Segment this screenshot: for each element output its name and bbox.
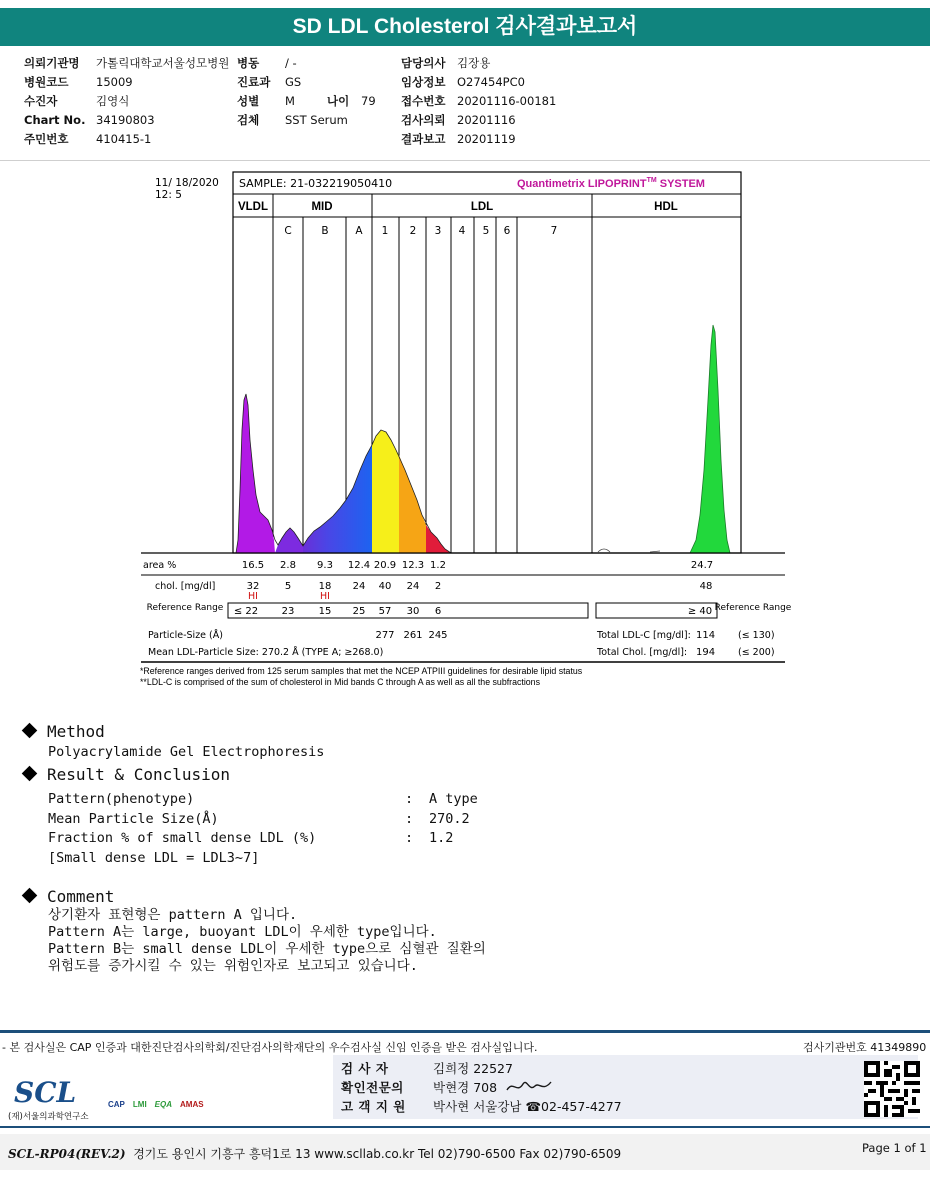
result-heading: Result & Conclusion bbox=[24, 765, 230, 784]
mid-ba-peak bbox=[303, 445, 372, 553]
ref-value: 15 bbox=[318, 606, 332, 617]
report-date: 11/ 18/2020 bbox=[155, 177, 219, 189]
info-middle bbox=[237, 54, 376, 130]
contact-box bbox=[333, 1055, 918, 1119]
footnote-1: *Reference ranges derived from 125 serum samples that met the NCEP ATPIII guidelines for desirable lipid status bbox=[140, 666, 583, 676]
info-row: 성별 M 나이 79 bbox=[237, 92, 376, 111]
info-row: Chart No. 34190803 bbox=[24, 113, 155, 127]
mid-c-peak bbox=[275, 528, 303, 553]
ref-label-right: Reference Range bbox=[714, 603, 792, 613]
info-left bbox=[24, 54, 229, 149]
total-ldl-ref: (≤ 130) bbox=[738, 630, 775, 641]
result-value: 1.2 bbox=[429, 830, 454, 846]
total-chol-value: 194 bbox=[696, 647, 716, 658]
band-label: 5 bbox=[482, 225, 490, 237]
contact-row: 고 객 지 원 박사현 서울강남 ☎02-457-4277 bbox=[341, 1099, 622, 1114]
result-row: Fraction % of small dense LDL (%) bbox=[48, 830, 317, 846]
area-value: 2.8 bbox=[280, 560, 296, 571]
group-hdl: HDL bbox=[654, 201, 678, 213]
info-row: 검사의뢰 20201116 bbox=[401, 113, 516, 127]
signature-icon bbox=[505, 1078, 553, 1096]
total-chol-label: Total Chol. [mg/dl]: bbox=[597, 647, 688, 658]
total-ldl-label: Total LDL-C [mg/dl]: bbox=[597, 630, 691, 641]
info-row: 주민번호 410415-1 bbox=[24, 132, 152, 146]
brand: Quantimetrix LIPOPRINT™ SYSTEM bbox=[517, 177, 705, 190]
result-colon: : bbox=[405, 830, 414, 846]
area-value: 1.2 bbox=[430, 560, 446, 571]
band-label: A bbox=[355, 225, 363, 237]
info-row: 결과보고 20201119 bbox=[401, 132, 516, 146]
total-ldl-value: 114 bbox=[696, 630, 716, 641]
info-right bbox=[401, 54, 556, 149]
qr-code-icon bbox=[864, 1061, 920, 1117]
chol-label: chol. [mg/dl] bbox=[155, 581, 216, 592]
band-label: 3 bbox=[434, 225, 442, 237]
chol-value: 18 bbox=[318, 581, 332, 592]
diamond-bullet-icon bbox=[22, 766, 38, 782]
particle-value: 261 bbox=[403, 630, 423, 641]
chol-value: 40 bbox=[378, 581, 392, 592]
area-value: 16.5 bbox=[241, 560, 265, 571]
comment-heading: Comment bbox=[24, 887, 114, 906]
amas-logo: AMAS bbox=[180, 1100, 204, 1109]
chol-value: 24 bbox=[352, 581, 366, 592]
footer-rule bbox=[0, 1030, 930, 1033]
chol-value: 5 bbox=[284, 581, 292, 592]
info-row: 임상정보 O27454PC0 bbox=[401, 75, 525, 89]
report-time: 12: 5 bbox=[155, 189, 182, 201]
diamond-bullet-icon bbox=[22, 888, 38, 904]
group-ldl: LDL bbox=[470, 201, 494, 213]
result-value: A type bbox=[429, 791, 478, 807]
chol-value: 24 bbox=[406, 581, 420, 592]
densitometry-curve bbox=[236, 325, 730, 553]
comment-line: 위험도를 증가시킬 수 있는 위험인자로 보고되고 있습니다. bbox=[48, 958, 418, 974]
certification-text: - 본 검사실은 CAP 인증과 대한진단검사의학회/진단검사의학재단의 우수검사실 신임 인증을 받은 검사실입니다. bbox=[2, 1041, 538, 1054]
lab-number: 검사기관번호 41349890 bbox=[803, 1041, 927, 1054]
area-value: 20.9 bbox=[373, 560, 397, 571]
result-colon: : bbox=[405, 791, 414, 807]
particle-value: 245 bbox=[428, 630, 448, 641]
footer-rule bbox=[0, 1126, 930, 1128]
lipoprint-report bbox=[0, 165, 930, 695]
total-chol-ref: (≤ 200) bbox=[738, 647, 775, 658]
comment-line: Pattern B는 small dense LDL이 우세한 type으로 심혈관 질환의 bbox=[48, 941, 486, 957]
ref-label-left: Reference Range bbox=[146, 603, 224, 613]
info-row: 병동 / - bbox=[237, 56, 297, 70]
ref-hdl-value: ≥ 40 bbox=[687, 606, 713, 617]
result-row: Pattern(phenotype) bbox=[48, 791, 195, 807]
mean-size-label: Mean LDL-Particle Size: 270.2 Å (TYPE A; ≥268.0) bbox=[148, 647, 384, 658]
diamond-bullet-icon bbox=[22, 723, 38, 739]
ref-value: ≤ 22 bbox=[233, 606, 259, 617]
band-label: B bbox=[321, 225, 329, 237]
report-title: SD LDL Cholesterol 검사결과보고서 bbox=[0, 8, 930, 46]
divider bbox=[0, 160, 930, 161]
band-label: 7 bbox=[550, 225, 558, 237]
result-value: 270.2 bbox=[429, 811, 470, 827]
scl-logo-subtitle: (재)서울의과학연구소 bbox=[8, 1112, 89, 1122]
area-value: 12.4 bbox=[347, 560, 371, 571]
band-label: 4 bbox=[458, 225, 466, 237]
contact-row: 확인전문의 박현경 708 bbox=[341, 1078, 553, 1096]
group-mid: MID bbox=[311, 201, 333, 213]
age-label: 나이 bbox=[327, 94, 350, 108]
particle-label: Particle-Size (Å) bbox=[148, 630, 223, 641]
chol-value: 32 bbox=[246, 581, 260, 592]
comment-line: 상기환자 표현형은 pattern A 입니다. bbox=[48, 907, 298, 923]
ref-value: 25 bbox=[352, 606, 366, 617]
contact-row: 검 사 자 김희정 22527 bbox=[341, 1061, 513, 1076]
age-value: 79 bbox=[361, 94, 376, 108]
band-label: 2 bbox=[409, 225, 417, 237]
chol-hdl-value: 48 bbox=[699, 581, 713, 592]
lmi-logo: LMI bbox=[132, 1100, 147, 1109]
info-row: 수진자 김영식 bbox=[24, 94, 130, 108]
cap-logo: CAP bbox=[108, 1100, 125, 1109]
address-line: SCL-RP04(REV.2) 경기도 용인시 기흥구 흥덕1로 13 www.scllab.co.kr Tel 02)790-6500 Fax 02)790-6509 bbox=[8, 1147, 622, 1161]
result-colon: : bbox=[405, 811, 414, 827]
hdl-peak bbox=[690, 325, 730, 553]
group-vldl: VLDL bbox=[237, 201, 269, 213]
info-row: 의뢰기관명 가톨릭대학교서울성모병원 bbox=[24, 56, 230, 70]
area-value: 12.3 bbox=[401, 560, 425, 571]
band-label: C bbox=[284, 225, 292, 237]
area-label: area % bbox=[143, 560, 177, 571]
scl-logo: SCL bbox=[14, 1076, 77, 1109]
info-row: 담당의사 김장용 bbox=[401, 56, 491, 70]
ref-value: 6 bbox=[434, 606, 442, 617]
ldl2-peak bbox=[399, 455, 426, 553]
eqa-logo: EQA bbox=[154, 1100, 173, 1109]
chol-value: 2 bbox=[434, 581, 442, 592]
sample-id: SAMPLE: 21-032219050410 bbox=[239, 177, 393, 190]
ref-value: 57 bbox=[378, 606, 392, 617]
particle-value: 277 bbox=[375, 630, 395, 641]
hi-flag: HI bbox=[320, 591, 330, 602]
band-label: 1 bbox=[381, 225, 389, 237]
cert-logos bbox=[108, 1100, 204, 1109]
form-code: SCL-RP04(REV.2) bbox=[8, 1147, 126, 1161]
ref-value: 23 bbox=[281, 606, 295, 617]
method-text: Polyacrylamide Gel Electrophoresis bbox=[48, 744, 325, 760]
info-row: 접수번호 20201116-00181 bbox=[401, 94, 557, 108]
info-row: 병원코드 15009 bbox=[24, 75, 133, 89]
result-row: Mean Particle Size(Å) bbox=[48, 811, 219, 827]
info-row: 진료과 GS bbox=[237, 75, 302, 89]
vldl-peak bbox=[236, 394, 275, 553]
area-hdl-value: 24.7 bbox=[690, 560, 714, 571]
page-number: Page 1 of 1 bbox=[862, 1141, 927, 1155]
footnote-2: **LDL-C is comprised of the sum of cholesterol in Mid bands C through A as well as all the subfractions bbox=[140, 677, 540, 687]
info-row: 검체 SST Serum bbox=[237, 113, 348, 127]
method-heading: Method bbox=[24, 722, 105, 741]
band-label: 6 bbox=[503, 225, 511, 237]
ref-value: 30 bbox=[406, 606, 420, 617]
result-note: [Small dense LDL = LDL3~7] bbox=[48, 850, 260, 866]
comment-line: Pattern A는 large, buoyant LDL이 우세한 type입니다. bbox=[48, 924, 437, 940]
area-value: 9.3 bbox=[317, 560, 333, 571]
hi-flag: HI bbox=[248, 591, 258, 602]
